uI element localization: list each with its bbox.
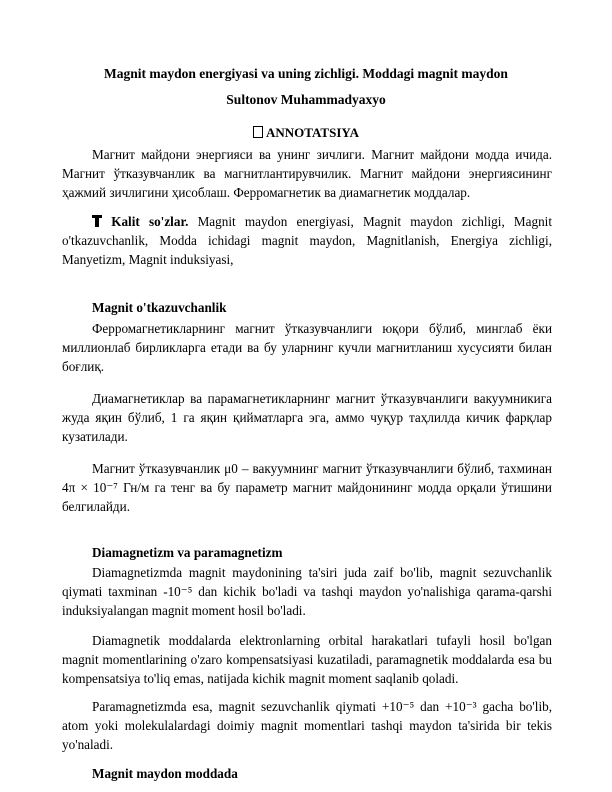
- keywords-text: Magnit maydon energiyasi, Magnit maydon zichligi, Magnit o'tkazuvchanlik, Modda ichidagi magnit maydon, Magnitlanish, Energiya zichligi, Manyetizm, Magnit induksiyasi,: [62, 214, 553, 267]
- section-heading-permeability: Magnit o'tkazuvchanlik: [92, 300, 227, 315]
- section2-p1-block: [62, 563, 552, 620]
- section2-paragraph-3: Paramagnetizmda esa, magnit sezuvchanlik qiymati +10⁻⁵ dan +10⁻³ gacha bo'lib, atom yoki molekulalardagi doimiy magnit momentlari tashqi maydon ta'sirida bir tekis yo'naladi.: [62, 699, 552, 752]
- author-name: Sultonov Muhammadyaxyo: [226, 92, 386, 107]
- section-heading-field-in-matter: Magnit maydon moddada: [92, 766, 238, 781]
- keywords-label: Kalit so'zlar.: [111, 214, 189, 229]
- section1-p3-block: [62, 459, 552, 516]
- section2-paragraph-2: Diamagnetik moddalarda elektronlarning orbital harakatlari tufayli hosil bo'lgan magnit momentlarining o'zaro kompensatsiyasi kuzatiladi, paramagnetik moddalarda esa bu kompensatsiya to'liq emas, natijada kichik magnit moment saqlanib qoladi.: [62, 633, 552, 686]
- annotation-heading: [0, 125, 612, 141]
- section2-paragraph-1: Diamagnetizmda magnit maydonining ta'siri juda zaif bo'lib, magnit sezuvchanlik qiymati taxminan -10⁻⁵ dan kichik bo'ladi va tashqi maydon yo'nalishiga qarama-qarshi induksiyalangan magnit moment hosil bo'ladi.: [62, 565, 552, 618]
- section1-p2-block: [62, 389, 552, 446]
- annotation-text: Магнит майдони энергияси ва унинг зичлиги. Магнит майдони модда ичида. Магнит ўтказувчанлик ва магнитлантирувчилик. Магнит майдони энергиясининг ҳажмий зичлигини ҳисоблаш. Ферромагнетик ва диамагнетик моддалар.: [62, 147, 552, 200]
- section-heading-diamagnetism: Diamagnetizm va paramagnetizm: [92, 545, 283, 560]
- section2-p3-block: [62, 697, 552, 754]
- section1-p1-block: [62, 319, 552, 376]
- pin-icon: [92, 215, 102, 227]
- section1-paragraph-3: Магнит ўтказувчанлик μ0 – вакуумнинг магнит ўтказувчанлиги бўлиб, тахминан 4π × 10⁻⁷ Гн/м га тенг ва бу параметр магнит майдонининг модда орқали ўтишини белгилайди.: [62, 461, 552, 514]
- section1-paragraph-2: Диамагнетиклар ва парамагнетикларнинг магнит ўтказувчанлиги вакуумникига жуда яқин бўлиб, 1 га яқин қийматларга эга, аммо чуқур таҳлилда кичик фарқлар кузатилади.: [62, 391, 552, 444]
- keywords-block: [62, 212, 552, 269]
- section2-p2-block: [62, 631, 552, 688]
- annotation-block: [62, 145, 552, 202]
- section1-paragraph-1: Ферромагнетикларнинг магнит ўтказувчанлиги юқори бўлиб, минглаб ёки миллионлаб бирликларга етади ва бу уларнинг кучли магнитланиш хусусияти билан боғлиқ.: [62, 321, 552, 374]
- box-glyph-icon: [253, 126, 263, 138]
- paper-title: Magnit maydon energiyasi va uning zichligi. Moddagi magnit maydon: [104, 66, 508, 81]
- keywords-paragraph: [62, 212, 552, 269]
- annotation-heading-text: ANNOTATSIYA: [266, 125, 359, 140]
